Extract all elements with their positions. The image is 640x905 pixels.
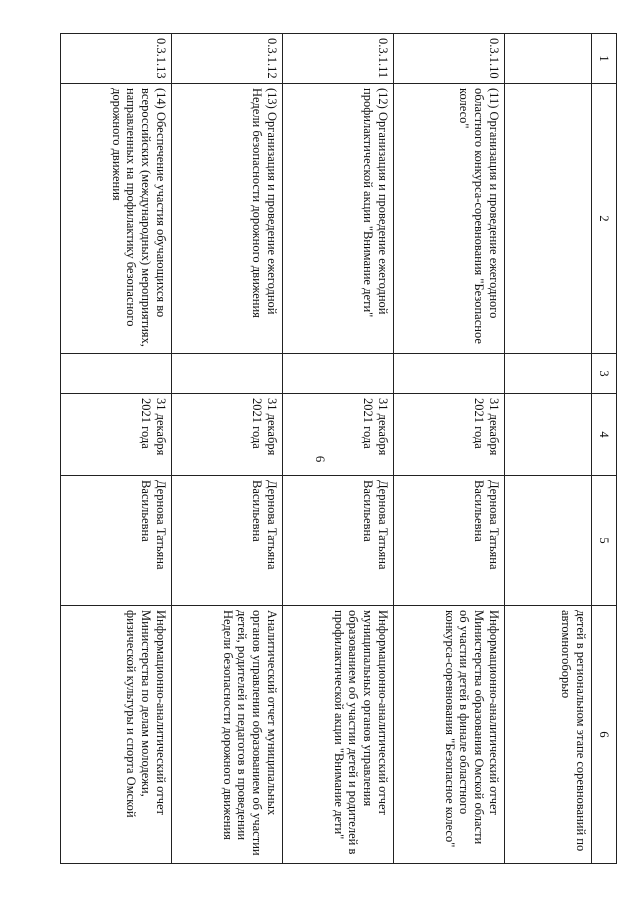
column-header: 5	[592, 476, 617, 606]
row-code	[505, 34, 592, 84]
table-row	[172, 34, 283, 864]
row-code: 0.3.1.11	[283, 34, 394, 84]
row-col3	[283, 354, 394, 394]
activity-plan-table	[60, 33, 617, 864]
table-row	[505, 34, 592, 864]
row-activity: (12) Организация и проведение ежегодной профилактической акции "Внимание дети"	[283, 84, 394, 354]
page-number: 6	[313, 455, 328, 463]
row-result: Информационно-аналитический отчет муниципальных органов управления образованием об участии детей и родителей в профилактической акции "Внимание дети"	[283, 606, 394, 864]
row-deadline: 31 декабря 2021 года	[61, 394, 172, 476]
column-header: 4	[592, 394, 617, 476]
row-deadline	[505, 394, 592, 476]
column-header: 1	[592, 34, 617, 84]
row-responsible: Дернова Татьяна Васильевна	[394, 476, 505, 606]
row-col3	[505, 354, 592, 394]
table-row	[394, 34, 505, 864]
row-activity: (13) Организация и проведение ежегодной Недели безопасности дорожного движения	[172, 84, 283, 354]
column-header: 6	[592, 606, 617, 864]
row-deadline: 31 декабря 2021 года	[172, 394, 283, 476]
row-responsible: Дернова Татьяна Васильевна	[61, 476, 172, 606]
row-activity	[505, 84, 592, 354]
row-result: Информационно-аналитический отчет Министерства по делам молодежи, физической культуры и спорта Омской	[61, 606, 172, 864]
row-col3	[172, 354, 283, 394]
row-col3	[394, 354, 505, 394]
row-activity: (14) Обеспечение участия обучающихся во всероссийских (международных) мероприятиях, направленных на профилактику безопасного дорожного движения	[61, 84, 172, 354]
table-header-row	[592, 34, 617, 864]
column-header: 3	[592, 354, 617, 394]
row-deadline: 31 декабря 2021 года	[283, 394, 394, 476]
row-deadline: 31 декабря 2021 года	[394, 394, 505, 476]
table-row	[61, 34, 172, 864]
row-activity: (11) Организация и проведение ежегодного областного конкурса-соревнования "Безопасное колесо"	[394, 84, 505, 354]
row-code: 0.3.1.12	[172, 34, 283, 84]
row-responsible: Дернова Татьяна Васильевна	[172, 476, 283, 606]
row-col3	[61, 354, 172, 394]
row-code: 0.3.1.10	[394, 34, 505, 84]
row-result: детей в региональном этапе соревнований по автомногоборью	[505, 606, 592, 864]
row-result: Аналитический отчет муниципальных органов управлении образованием об участии детей, родителей и педагогов в проведении Недели безопасности дорожного движения	[172, 606, 283, 864]
row-result: Информационно-аналитический отчет Министерства образования Омской области об участии детей в финале областного конкурса-соревнования "Безопасное колесо"	[394, 606, 505, 864]
rotated-table-area	[87, 33, 617, 863]
table-row	[283, 34, 394, 864]
row-responsible	[505, 476, 592, 606]
row-responsible: Дернова Татьяна Васильевна	[283, 476, 394, 606]
table-sheet	[87, 33, 617, 863]
column-header: 2	[592, 84, 617, 354]
row-code: 0.3.1.13	[61, 34, 172, 84]
